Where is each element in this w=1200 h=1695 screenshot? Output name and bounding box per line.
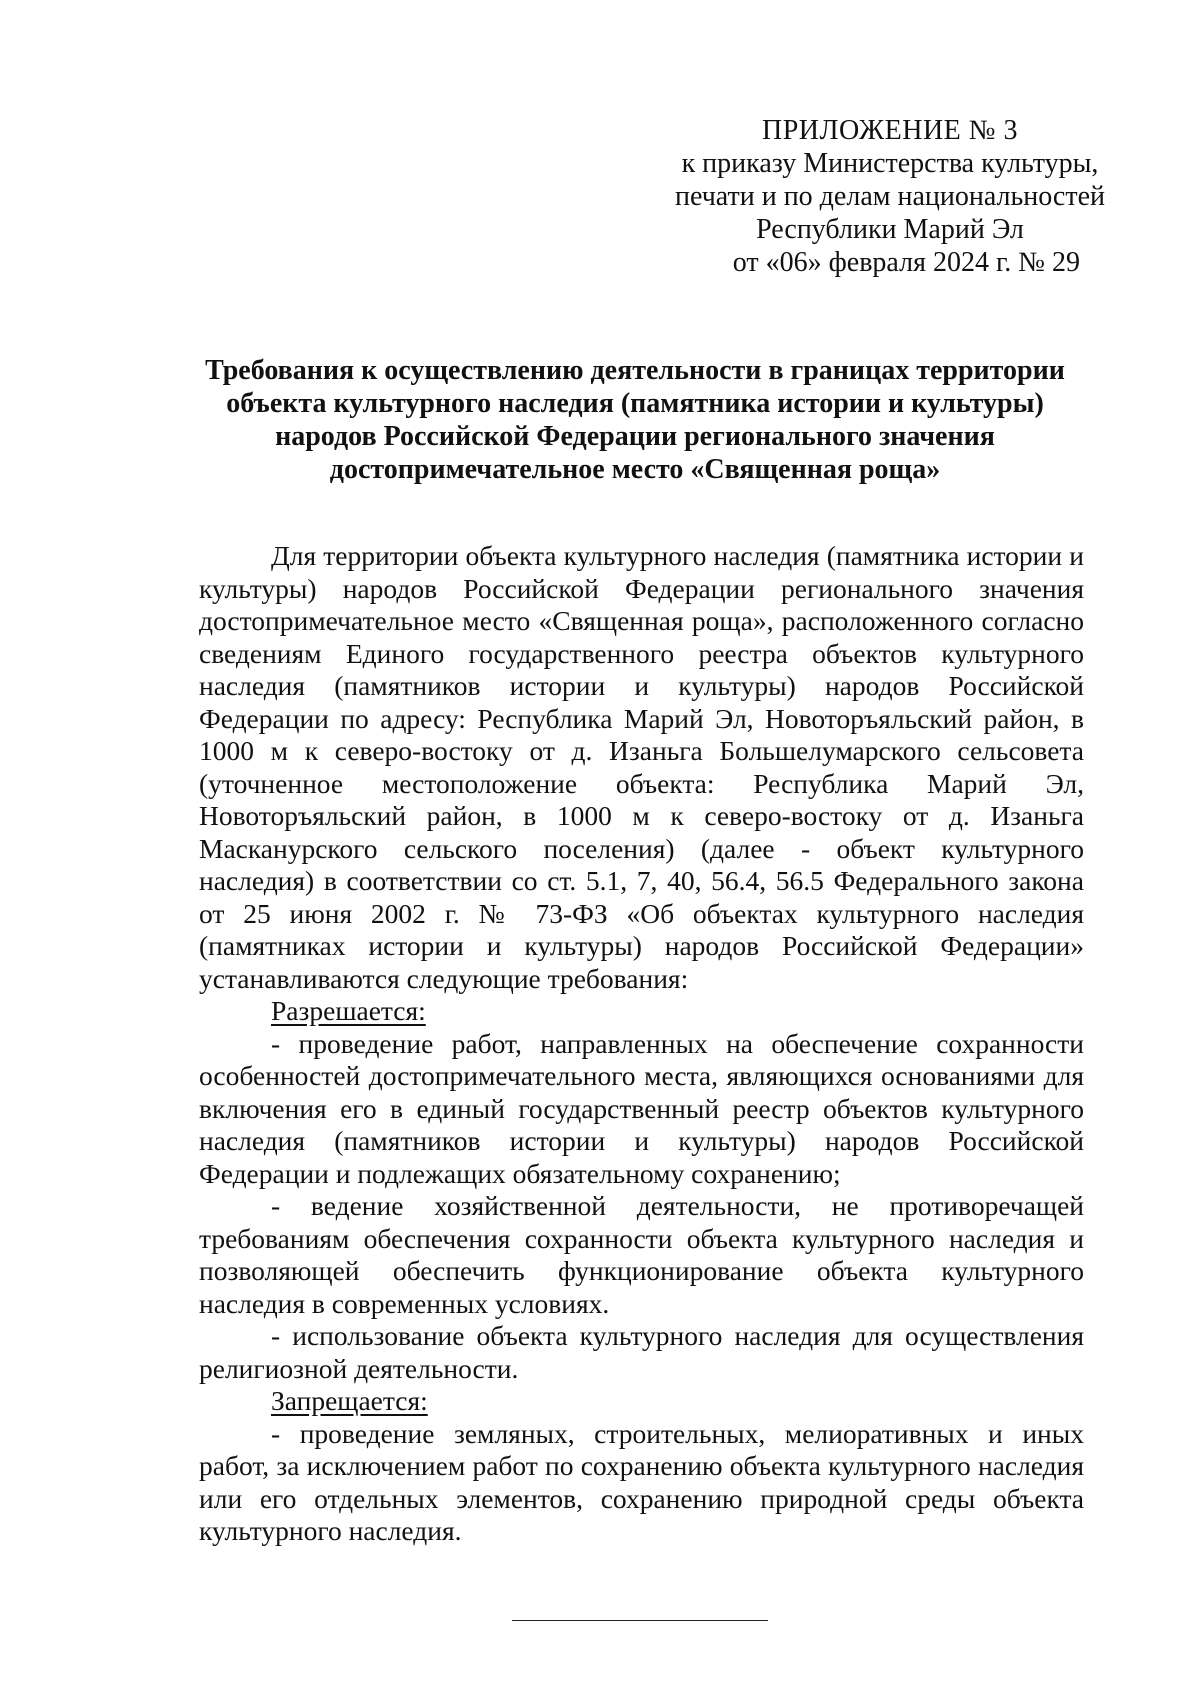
- appendix-order-line: к приказу Министерства культуры,: [681, 148, 1099, 179]
- title-line-2: объекта культурного наследия (памятника истории и культуры): [226, 388, 1044, 419]
- title-line-3: народов Российской Федерации регионального значения: [275, 421, 995, 452]
- forbidden-heading-text: Запрещается:: [271, 1385, 428, 1416]
- appendix-header: [640, 114, 1140, 279]
- title-line-1: Требования к осуществлению деятельности в границах территории: [205, 355, 1065, 386]
- title-line-4: достопримечательное место «Священная роща»: [329, 454, 941, 485]
- appendix-date-line: от «06» февраля 2024 г. № 29: [732, 247, 1080, 278]
- appendix-ministry-line: печати и по делам национальностей: [674, 181, 1106, 212]
- allowed-item: - проведение работ, направленных на обеспечение сохранности особенностей достопримечательного места, являющихся основаниями для включения его в единый государственный реестр объектов культурного наследия (памятников истории и культуры) народов Российской Федерации и подлежащих обязательному сохранению;: [199, 1027, 1084, 1189]
- appendix-republic-line: Республики Марий Эл: [756, 214, 1024, 245]
- forbidden-item: - проведение земляных, строительных, мелиоративных и иных работ, за исключением работ по сохранению объекта культурного наследия или его отдельных элементов, сохранению природной среды объекта культурного наследия.: [199, 1417, 1084, 1546]
- appendix-number: ПРИЛОЖЕНИЕ № 3: [762, 115, 1018, 146]
- allowed-item: - ведение хозяйственной деятельности, не противоречащей требованиям обеспечения сохранности объекта культурного наследия и позволяющей обеспечить функционирование объекта культурного наследия в современных условиях.: [199, 1190, 1084, 1319]
- allowed-heading-text: Разрешается:: [271, 995, 426, 1026]
- allowed-heading: [199, 995, 1084, 1028]
- forbidden-heading: [199, 1385, 1084, 1418]
- document-title: [170, 354, 1100, 486]
- allowed-item: - использование объекта культурного наследия для осуществления религиозной деятельности.: [199, 1320, 1084, 1384]
- intro-paragraph: Для территории объекта культурного наследия (памятника истории и культуры) народов Российской Федерации регионального значения достопримечательное место «Священная роща», расположенного согласно сведениям Единого государственного реестра объектов культурного наследия (памятников истории и культуры) народов Российской Федерации по адресу: Республика Марий Эл, Новоторъяльский район, в 1000 м к северо-востоку от д. Изаньга Большелумарского сельсовета (уточненное местоположение объекта: Республика Марий Эл, Новоторъяльский район, в 1000 м к северо-востоку от д. Изаньга Масканурского сельского поселения) (далее - объект культурного наследия) в соответствии со ст. 5.1, 7, 40, 56.4, 56.5 Федерального закона от 25 июня 2002 г. № 73-ФЗ «Об объектах культурного наследия (памятниках истории и культуры) народов Российской Федерации» устанавливаются следующие требования:: [199, 540, 1084, 994]
- document-body: [199, 540, 1084, 1548]
- end-divider: [512, 1620, 768, 1621]
